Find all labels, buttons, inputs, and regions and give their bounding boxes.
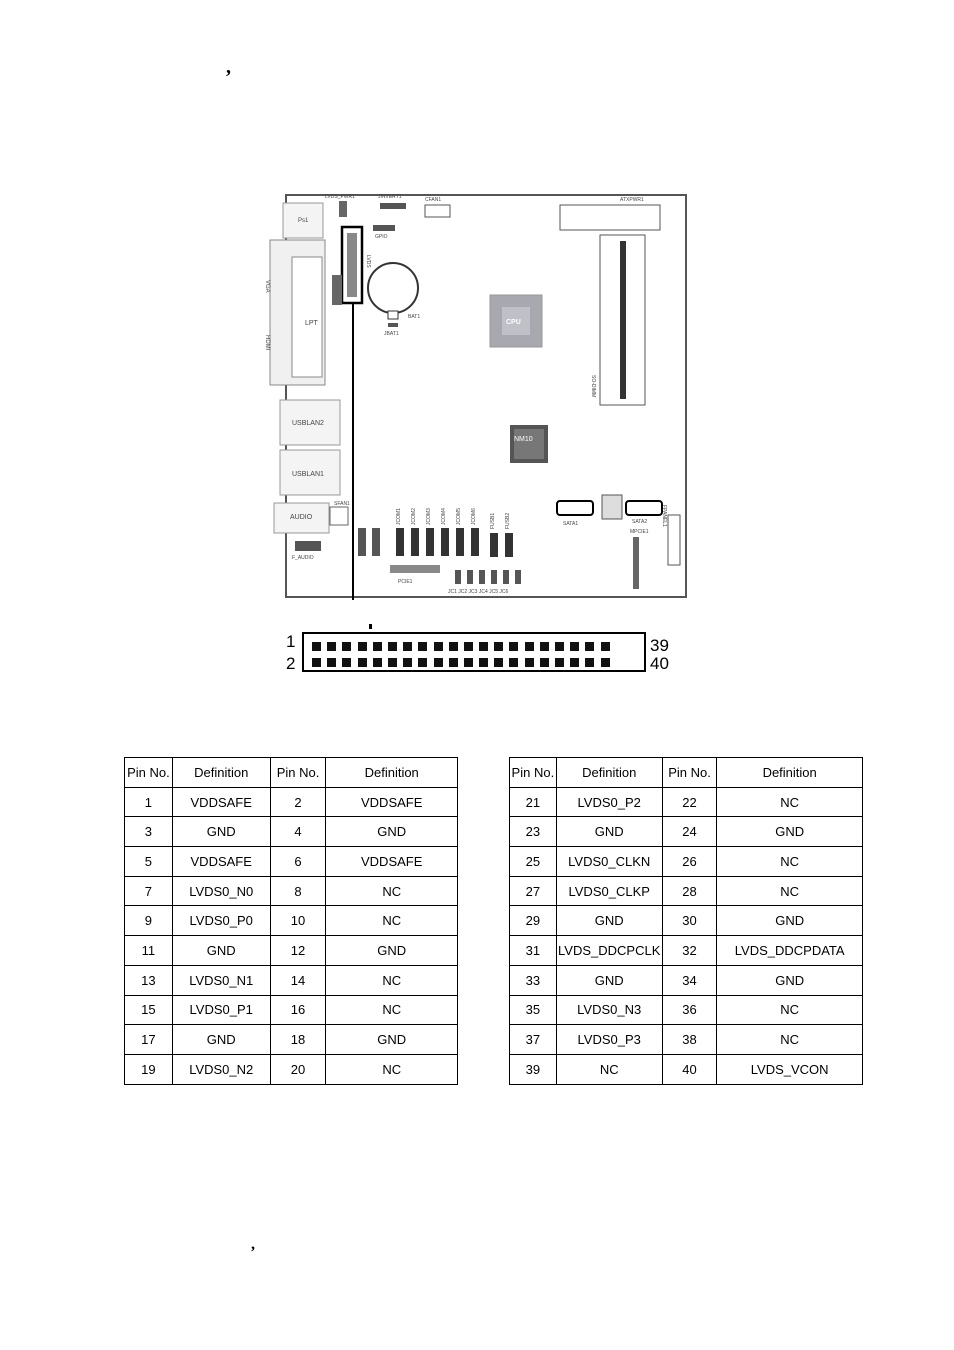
sata2-connector xyxy=(626,501,662,515)
usb-header-block xyxy=(602,495,622,519)
table-row xyxy=(510,847,863,877)
pin-definition-cell: NC xyxy=(717,1025,863,1055)
pointer-line xyxy=(352,304,354,600)
cpan-label: CFAN1 xyxy=(425,197,442,203)
pin-label-2: 2 xyxy=(286,654,296,673)
pin-number-cell: 31 xyxy=(510,936,557,966)
f-audio-label: F_AUDIO xyxy=(292,555,314,561)
connector-pin xyxy=(494,658,503,667)
connector-pin xyxy=(555,658,564,667)
pin-definition-cell: GND xyxy=(717,817,863,847)
table-row xyxy=(125,936,458,966)
pin-number-cell: 37 xyxy=(510,1025,557,1055)
connector-pin xyxy=(525,642,534,651)
pin-number-cell: 13 xyxy=(125,965,173,995)
fusb2-label: FUSB2 xyxy=(505,512,511,529)
jbat-header xyxy=(388,323,398,327)
connector-pin xyxy=(403,642,412,651)
vga-label: VGA xyxy=(264,280,270,293)
gpio-header xyxy=(373,225,395,231)
table-row xyxy=(125,1054,458,1084)
pin-row-odd xyxy=(312,642,610,651)
connector-pin xyxy=(327,642,336,651)
gpio-label: GPIO xyxy=(375,234,388,240)
table-row xyxy=(125,1025,458,1055)
connector-pin xyxy=(449,642,458,651)
mpcie-label: MPCIE1 xyxy=(630,529,649,535)
connector-pin xyxy=(479,642,488,651)
pin-number-cell: 23 xyxy=(510,817,557,847)
top-comma-mark: , xyxy=(226,56,231,78)
connector-pin xyxy=(449,658,458,667)
pin-number-cell: 11 xyxy=(125,936,173,966)
jcom5-label: JCOM5 xyxy=(456,508,462,525)
pin-definition-cell: GND xyxy=(326,1025,458,1055)
jcom3-label: JCOM3 xyxy=(426,508,432,525)
pin-number-cell: 15 xyxy=(125,995,173,1025)
connector-pin xyxy=(373,642,382,651)
lpt-port xyxy=(292,257,322,377)
audio-label: AUDIO xyxy=(290,514,313,521)
pin-definition-cell: GND xyxy=(556,817,662,847)
lvds-connector-pins xyxy=(347,233,357,297)
pin-number-cell: 5 xyxy=(125,847,173,877)
ps-label: Ps1 xyxy=(298,218,309,224)
pin-definition-cell: GND xyxy=(556,965,662,995)
connector-pin xyxy=(601,658,610,667)
fusb1-label: FUSB1 xyxy=(490,512,496,529)
pin-definition-cell: LVDS_DDCPDATA xyxy=(717,936,863,966)
jcom4-label: JCOM4 xyxy=(441,508,447,525)
pin-number-cell: 19 xyxy=(125,1054,173,1084)
lvds-label: LVDS xyxy=(365,255,371,268)
header-pin-no: Pin No. xyxy=(270,758,326,788)
jcom1-label: JCOM1 xyxy=(396,508,402,525)
pin-number-cell: 6 xyxy=(270,847,326,877)
pin-definition-cell: NC xyxy=(326,876,458,906)
pin-table-right xyxy=(509,757,863,1085)
pin-definition-cell: LVDS0_CLKP xyxy=(556,876,662,906)
connector-pin xyxy=(585,642,594,651)
jc-row-label: JC1 JC2 JC3 JC4 JC5 JC6 xyxy=(448,589,509,595)
pin-number-cell: 32 xyxy=(662,936,717,966)
pin-definition-cell: LVDS0_N3 xyxy=(556,995,662,1025)
connector-pin xyxy=(373,658,382,667)
pin-definition-cell: VDDSAFE xyxy=(172,787,270,817)
jbat-label: JBAT1 xyxy=(384,331,399,337)
connector-pin xyxy=(464,658,473,667)
connector-pin xyxy=(342,642,351,651)
pin-number-cell: 17 xyxy=(125,1025,173,1055)
fpanel-header xyxy=(668,515,680,565)
pin-definition-cell: VDDSAFE xyxy=(326,847,458,877)
hdmi-label: HDMI xyxy=(264,335,270,351)
lvds-pwr-label: LVDS_PWR1 xyxy=(325,194,355,200)
pin-definition-cell: GND xyxy=(717,906,863,936)
pin-row-even xyxy=(312,658,610,667)
pin-definition-cell: NC xyxy=(717,876,863,906)
pin1-marker xyxy=(369,624,372,629)
connector-pin xyxy=(479,658,488,667)
table-row xyxy=(510,817,863,847)
pin-number-cell: 7 xyxy=(125,876,173,906)
table-row xyxy=(510,876,863,906)
connector-pin xyxy=(434,658,443,667)
pin-number-cell: 1 xyxy=(125,787,173,817)
pin-number-cell: 33 xyxy=(510,965,557,995)
pin-number-cell: 25 xyxy=(510,847,557,877)
table-row xyxy=(125,847,458,877)
pin-number-cell: 22 xyxy=(662,787,717,817)
pin-definition-cell: NC xyxy=(326,995,458,1025)
table-row xyxy=(510,787,863,817)
pin-definition-cell: NC xyxy=(326,906,458,936)
lvds-pwr-header xyxy=(339,201,347,217)
sata1-connector xyxy=(557,501,593,515)
bat-label: BAT1 xyxy=(408,314,421,320)
table-row xyxy=(510,1025,863,1055)
jinvert-label: JINVERT1 xyxy=(378,194,402,200)
connector-box xyxy=(302,632,646,672)
fpanel-label: FPANEL1 xyxy=(661,505,667,527)
connector-pin xyxy=(509,642,518,651)
header-pin-no: Pin No. xyxy=(510,758,557,788)
connector-pin xyxy=(601,642,610,651)
header-definition: Definition xyxy=(172,758,270,788)
pin-number-cell: 40 xyxy=(662,1054,717,1084)
pin-number-cell: 34 xyxy=(662,965,717,995)
lvds-connector-diagram xyxy=(280,620,680,680)
pin-definition-cell: LVDS0_N2 xyxy=(172,1054,270,1084)
connector-pin xyxy=(570,658,579,667)
bottom-comma-mark: , xyxy=(251,1236,255,1253)
pin-number-cell: 30 xyxy=(662,906,717,936)
pin-definition-cell: LVDS0_P3 xyxy=(556,1025,662,1055)
table-row xyxy=(125,876,458,906)
pin-definition-cell: GND xyxy=(172,1025,270,1055)
connector-pin xyxy=(509,658,518,667)
pin-number-cell: 9 xyxy=(125,906,173,936)
side-header xyxy=(332,275,342,305)
pin-definition-cell: GND xyxy=(326,936,458,966)
table-row xyxy=(510,965,863,995)
pin-number-cell: 10 xyxy=(270,906,326,936)
nm10-die xyxy=(514,429,544,459)
cpan-header xyxy=(425,205,450,217)
connector-pin xyxy=(342,658,351,667)
f-audio-header xyxy=(295,541,321,551)
pin-number-cell: 39 xyxy=(510,1054,557,1084)
pin-definition-cell: GND xyxy=(172,936,270,966)
pin-definition-cell: LVDS0_P0 xyxy=(172,906,270,936)
connector-pin xyxy=(327,658,336,667)
pin-definition-cell: NC xyxy=(717,847,863,877)
table-row xyxy=(510,995,863,1025)
pin-definition-cell: GND xyxy=(556,906,662,936)
pin-label-1: 1 xyxy=(286,632,296,651)
pin-number-cell: 35 xyxy=(510,995,557,1025)
pin-number-cell: 3 xyxy=(125,817,173,847)
table-row xyxy=(125,965,458,995)
cpu-label: CPU xyxy=(506,319,521,326)
connector-pin xyxy=(525,658,534,667)
pin-number-cell: 4 xyxy=(270,817,326,847)
header-pin-no: Pin No. xyxy=(662,758,717,788)
atxpwr-label: ATXPWR1 xyxy=(620,197,644,203)
sfan-label: SFAN1 xyxy=(334,501,350,507)
header-definition: Definition xyxy=(556,758,662,788)
connector-pin xyxy=(570,642,579,651)
connector-pin xyxy=(388,658,397,667)
connector-pin xyxy=(418,658,427,667)
lpt-label: LPT xyxy=(305,320,318,327)
sata2-label: SATA2 xyxy=(632,519,648,525)
pin-definition-cell: VDDSAFE xyxy=(326,787,458,817)
connector-pin xyxy=(585,658,594,667)
pin-definition-cell: LVDS_VCON xyxy=(717,1054,863,1084)
pin-number-cell: 2 xyxy=(270,787,326,817)
pin-definition-cell: GND xyxy=(717,965,863,995)
jcom2-label: JCOM2 xyxy=(411,508,417,525)
connector-pin xyxy=(312,642,321,651)
pin-number-cell: 29 xyxy=(510,906,557,936)
pin-number-cell: 18 xyxy=(270,1025,326,1055)
pin-definition-cell: LVDS0_N1 xyxy=(172,965,270,995)
table-row xyxy=(510,1054,863,1084)
pin-definition-cell: GND xyxy=(172,817,270,847)
jcom6-label: JCOM6 xyxy=(471,508,477,525)
pin-definition-cell: LVDS0_N0 xyxy=(172,876,270,906)
sata1-label: SATA1 xyxy=(563,521,579,527)
so-dimm-contacts xyxy=(620,241,626,399)
table-row xyxy=(125,787,458,817)
pcie-label: PCIE1 xyxy=(398,579,413,585)
table-row xyxy=(125,995,458,1025)
connector-pin xyxy=(403,658,412,667)
table-row xyxy=(510,906,863,936)
motherboard-svg xyxy=(250,185,700,605)
header-definition: Definition xyxy=(717,758,863,788)
pin-number-cell: 38 xyxy=(662,1025,717,1055)
pin-definition-cell: GND xyxy=(326,817,458,847)
battery-clip xyxy=(388,311,398,319)
connector-pin xyxy=(358,658,367,667)
pin-number-cell: 36 xyxy=(662,995,717,1025)
connector-pin xyxy=(540,642,549,651)
pin-number-cell: 12 xyxy=(270,936,326,966)
pin-number-cell: 16 xyxy=(270,995,326,1025)
atxpwr-connector xyxy=(560,205,660,230)
table-row xyxy=(510,936,863,966)
pin-definition-cell: NC xyxy=(326,1054,458,1084)
table-row xyxy=(125,817,458,847)
connector-pin xyxy=(434,642,443,651)
table-header-row xyxy=(125,758,458,788)
pin-definition-cell: NC xyxy=(556,1054,662,1084)
connector-pin xyxy=(555,642,564,651)
pin-number-cell: 8 xyxy=(270,876,326,906)
so-dimm-label: SO-DIMM xyxy=(590,375,596,398)
pin-number-cell: 14 xyxy=(270,965,326,995)
pin-definition-cell: NC xyxy=(717,995,863,1025)
pin-definition-cell: LVDS_DDCPCLK xyxy=(556,936,662,966)
usblan1-label: USBLAN1 xyxy=(292,471,324,478)
connector-pin xyxy=(540,658,549,667)
pin-table-left xyxy=(124,757,458,1085)
connector-pin xyxy=(494,642,503,651)
pin-definition-cell: LVDS0_CLKN xyxy=(556,847,662,877)
nm10-label: NM10 xyxy=(514,436,533,443)
header-definition: Definition xyxy=(326,758,458,788)
pin-label-40: 40 xyxy=(650,654,669,673)
pcie-slot xyxy=(390,565,440,573)
pin-definition-cell: NC xyxy=(326,965,458,995)
pin-number-cell: 21 xyxy=(510,787,557,817)
table-header-row xyxy=(510,758,863,788)
pin-definition-cell: VDDSAFE xyxy=(172,847,270,877)
motherboard-diagram xyxy=(250,185,700,605)
pin-definition-cell: LVDS0_P1 xyxy=(172,995,270,1025)
usblan2-label: USBLAN2 xyxy=(292,420,324,427)
pin-definition-cell: NC xyxy=(717,787,863,817)
jinvert-header xyxy=(380,203,406,209)
pin-label-39: 39 xyxy=(650,636,669,655)
sfan-header xyxy=(330,507,348,525)
pin-number-cell: 27 xyxy=(510,876,557,906)
connector-pin xyxy=(464,642,473,651)
pin-number-cell: 28 xyxy=(662,876,717,906)
mpcie-slot xyxy=(633,537,639,589)
header-pin-no: Pin No. xyxy=(125,758,173,788)
pin-definition-cell: LVDS0_P2 xyxy=(556,787,662,817)
pin-number-cell: 20 xyxy=(270,1054,326,1084)
pin-number-cell: 26 xyxy=(662,847,717,877)
table-row xyxy=(125,906,458,936)
connector-pin xyxy=(388,642,397,651)
battery-icon xyxy=(368,263,418,313)
connector-pin xyxy=(358,642,367,651)
pin-number-cell: 24 xyxy=(662,817,717,847)
connector-pin xyxy=(312,658,321,667)
connector-pin xyxy=(418,642,427,651)
